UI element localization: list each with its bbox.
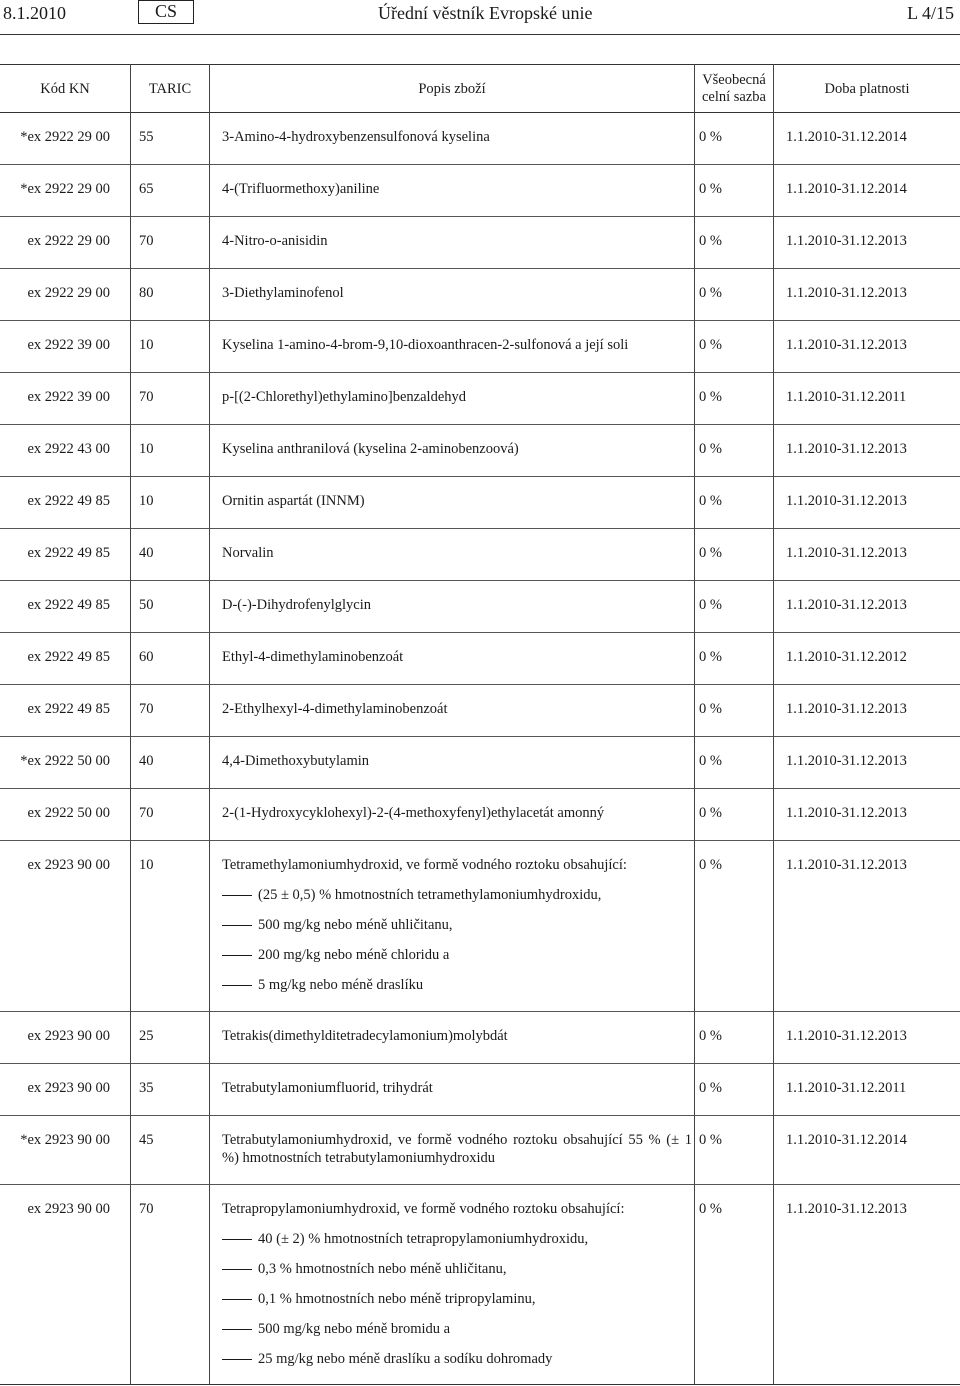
row-description: Norvalin xyxy=(222,545,274,561)
header-rule xyxy=(0,34,960,35)
column-divider xyxy=(694,64,695,1384)
dash-marker xyxy=(222,1299,252,1300)
dash-marker xyxy=(222,1359,252,1360)
row-separator xyxy=(0,1115,960,1116)
row-separator xyxy=(0,1184,960,1185)
column-divider xyxy=(773,64,774,1384)
row-separator xyxy=(0,164,960,165)
dash-item-text: 500 mg/kg nebo méně uhličitanu, xyxy=(258,917,453,933)
row-taric-code: 35 xyxy=(139,1080,154,1096)
row-separator xyxy=(0,1011,960,1012)
dash-item-text: 0,1 % hmotnostních nebo méně tripropylaminu, xyxy=(258,1291,536,1307)
row-duty-rate: 0 % xyxy=(699,441,722,457)
row-validity: 1.1.2010-31.12.2014 xyxy=(786,1132,907,1148)
header-bottom-rule xyxy=(0,112,960,113)
dash-marker xyxy=(222,1239,252,1240)
dash-list-item xyxy=(222,976,423,994)
row-taric-code: 65 xyxy=(139,181,154,197)
row-duty-rate: 0 % xyxy=(699,285,722,301)
row-duty-rate: 0 % xyxy=(699,1028,722,1044)
row-taric-code: 55 xyxy=(139,129,154,145)
row-taric-code: 70 xyxy=(139,233,154,249)
row-description: 3-Diethylaminofenol xyxy=(222,285,344,301)
row-validity: 1.1.2010-31.12.2014 xyxy=(786,181,907,197)
row-validity: 1.1.2010-31.12.2014 xyxy=(786,129,907,145)
row-duty-rate: 0 % xyxy=(699,1132,722,1148)
row-validity: 1.1.2010-31.12.2013 xyxy=(786,337,907,353)
row-separator xyxy=(0,580,960,581)
row-separator xyxy=(0,216,960,217)
dash-item-text: 25 mg/kg nebo méně draslíku a sodíku dohromady xyxy=(258,1351,553,1367)
table-bottom-rule xyxy=(0,1384,960,1385)
dash-marker xyxy=(222,895,252,896)
row-duty-rate: 0 % xyxy=(699,1080,722,1096)
row-duty-rate: 0 % xyxy=(699,545,722,561)
dash-item-text: (25 ± 0,5) % hmotnostních tetramethylamoniumhydroxidu, xyxy=(258,887,602,903)
row-validity: 1.1.2010-31.12.2013 xyxy=(786,805,907,821)
dash-item-text: 200 mg/kg nebo méně chloridu a xyxy=(258,947,450,963)
row-validity: 1.1.2010-31.12.2013 xyxy=(786,857,907,873)
row-duty-rate: 0 % xyxy=(699,701,722,717)
row-separator xyxy=(0,684,960,685)
row-validity: 1.1.2010-31.12.2011 xyxy=(786,389,907,405)
language-badge: CS xyxy=(138,0,194,24)
row-taric-code: 70 xyxy=(139,805,154,821)
dash-marker xyxy=(222,955,252,956)
dash-list-item xyxy=(222,1260,506,1278)
row-kn-code: ex 2923 90 00 xyxy=(27,1201,110,1217)
row-kn-code: ex 2922 29 00 xyxy=(27,233,110,249)
row-taric-code: 45 xyxy=(139,1132,154,1148)
row-kn-code: ex 2922 49 85 xyxy=(27,597,110,613)
row-description: D-(-)-Dihydrofenylglycin xyxy=(222,597,371,613)
column-header-validity: Doba platnosti xyxy=(824,80,910,97)
row-taric-code: 10 xyxy=(139,857,154,873)
row-kn-code: ex 2922 39 00 xyxy=(27,389,110,405)
row-description: 4-Nitro-o-anisidin xyxy=(222,233,328,249)
row-description: 2-Ethylhexyl-4-dimethylaminobenzoát xyxy=(222,701,448,717)
row-duty-rate: 0 % xyxy=(699,1201,722,1217)
row-separator xyxy=(0,320,960,321)
row-description: Tetrapropylamoniumhydroxid, ve formě vodného roztoku obsahující: xyxy=(222,1201,625,1217)
row-kn-code: ex 2922 39 00 xyxy=(27,337,110,353)
row-validity: 1.1.2010-31.12.2012 xyxy=(786,649,907,665)
row-taric-code: 70 xyxy=(139,1201,154,1217)
row-description: Kyselina 1-amino-4-brom-9,10-dioxoanthracen-2-sulfonová a její soli xyxy=(222,337,629,353)
row-separator xyxy=(0,424,960,425)
row-taric-code: 60 xyxy=(139,649,154,665)
dash-marker xyxy=(222,925,252,926)
row-separator xyxy=(0,736,960,737)
row-taric-code: 80 xyxy=(139,285,154,301)
row-duty-rate: 0 % xyxy=(699,129,722,145)
row-taric-code: 10 xyxy=(139,441,154,457)
page-number: L 4/15 xyxy=(907,3,954,23)
row-validity: 1.1.2010-31.12.2013 xyxy=(786,1201,907,1217)
row-description: Tetrakis(dimethylditetradecylamonium)molybdát xyxy=(222,1028,508,1044)
row-kn-code: ex 2922 29 00 xyxy=(27,285,110,301)
row-separator xyxy=(0,372,960,373)
row-validity: 1.1.2010-31.12.2013 xyxy=(786,1028,907,1044)
row-kn-code: ex 2922 49 85 xyxy=(27,545,110,561)
row-validity: 1.1.2010-31.12.2013 xyxy=(786,701,907,717)
row-separator xyxy=(0,632,960,633)
row-description: Ethyl-4-dimethylaminobenzoát xyxy=(222,649,404,665)
row-kn-code: ex 2923 90 00 xyxy=(27,857,110,873)
row-kn-code: *ex 2923 90 00 xyxy=(20,1132,110,1148)
row-description: Tetrabutylamoniumhydroxid, ve formě vodného roztoku obsahující 55 % (± 1 %) hmotnostních tetrabutylamoniumhydroxidu xyxy=(222,1132,692,1166)
column-divider xyxy=(209,64,210,1384)
table-top-rule xyxy=(0,64,960,65)
column-header-description: Popis zboží xyxy=(418,80,486,97)
row-separator xyxy=(0,268,960,269)
row-kn-code: ex 2923 90 00 xyxy=(27,1080,110,1096)
dash-list-item xyxy=(222,916,453,934)
row-duty-rate: 0 % xyxy=(699,805,722,821)
row-kn-code: *ex 2922 50 00 xyxy=(20,753,110,769)
row-duty-rate: 0 % xyxy=(699,493,722,509)
row-taric-code: 10 xyxy=(139,337,154,353)
dash-marker xyxy=(222,1329,252,1330)
row-separator xyxy=(0,1063,960,1064)
dash-list-item xyxy=(222,946,449,964)
row-duty-rate: 0 % xyxy=(699,753,722,769)
dash-list-item xyxy=(222,1350,552,1368)
row-description: p-[(2-Chlorethyl)ethylamino]benzaldehyd xyxy=(222,389,467,405)
row-description: 3-Amino-4-hydroxybenzensulfonová kyselina xyxy=(222,129,490,145)
row-kn-code: ex 2922 49 85 xyxy=(27,649,110,665)
journal-title: Úřední věstník Evropské unie xyxy=(378,3,593,23)
column-header-kn: Kód KN xyxy=(40,80,90,97)
row-duty-rate: 0 % xyxy=(699,233,722,249)
row-kn-code: ex 2922 49 85 xyxy=(27,493,110,509)
row-taric-code: 70 xyxy=(139,701,154,717)
dash-item-text: 500 mg/kg nebo méně bromidu a xyxy=(258,1321,451,1337)
column-header-duty: Všeobecná celní sazba xyxy=(701,72,766,105)
row-validity: 1.1.2010-31.12.2013 xyxy=(786,285,907,301)
row-kn-code: ex 2922 50 00 xyxy=(27,805,110,821)
row-taric-code: 50 xyxy=(139,597,154,613)
row-duty-rate: 0 % xyxy=(699,389,722,405)
row-validity: 1.1.2010-31.12.2013 xyxy=(786,545,907,561)
row-description: 2-(1-Hydroxycyklohexyl)-2-(4-methoxyfenyl)ethylacetát amonný xyxy=(222,805,605,821)
dash-list-item xyxy=(222,1320,450,1338)
row-taric-code: 40 xyxy=(139,753,154,769)
row-validity: 1.1.2010-31.12.2013 xyxy=(786,597,907,613)
row-validity: 1.1.2010-31.12.2013 xyxy=(786,753,907,769)
row-taric-code: 25 xyxy=(139,1028,154,1044)
dash-marker xyxy=(222,1269,252,1270)
dash-item-text: 5 mg/kg nebo méně draslíku xyxy=(258,977,424,993)
dash-item-text: 40 (± 2) % hmotnostních tetrapropylamoniumhydroxidu, xyxy=(258,1231,589,1247)
row-validity: 1.1.2010-31.12.2011 xyxy=(786,1080,907,1096)
dash-item-text: 0,3 % hmotnostních nebo méně uhličitanu, xyxy=(258,1261,507,1277)
row-validity: 1.1.2010-31.12.2013 xyxy=(786,493,907,509)
row-kn-code: ex 2922 49 85 xyxy=(27,701,110,717)
row-kn-code: ex 2923 90 00 xyxy=(27,1028,110,1044)
row-kn-code: ex 2922 43 00 xyxy=(27,441,110,457)
row-kn-code: *ex 2922 29 00 xyxy=(20,181,110,197)
page-header xyxy=(0,0,960,34)
row-separator xyxy=(0,476,960,477)
row-validity: 1.1.2010-31.12.2013 xyxy=(786,441,907,457)
row-taric-code: 40 xyxy=(139,545,154,561)
row-description: Kyselina anthranilová (kyselina 2-aminobenzoová) xyxy=(222,441,519,457)
row-separator xyxy=(0,528,960,529)
row-validity: 1.1.2010-31.12.2013 xyxy=(786,233,907,249)
row-duty-rate: 0 % xyxy=(699,857,722,873)
row-description: Ornitin aspartát (INNM) xyxy=(222,493,365,509)
row-description: 4-(Trifluormethoxy)aniline xyxy=(222,181,380,197)
row-duty-rate: 0 % xyxy=(699,597,722,613)
row-taric-code: 10 xyxy=(139,493,154,509)
row-description: Tetrabutylamoniumfluorid, trihydrát xyxy=(222,1080,433,1096)
column-header-taric: TARIC xyxy=(148,80,192,97)
row-separator xyxy=(0,788,960,789)
dash-list-item xyxy=(222,1290,535,1308)
row-duty-rate: 0 % xyxy=(699,337,722,353)
row-taric-code: 70 xyxy=(139,389,154,405)
dash-list-item xyxy=(222,1230,588,1248)
row-duty-rate: 0 % xyxy=(699,649,722,665)
dash-list-item xyxy=(222,886,601,904)
row-kn-code: *ex 2922 29 00 xyxy=(20,129,110,145)
publication-date: 8.1.2010 xyxy=(3,3,66,23)
dash-marker xyxy=(222,985,252,986)
row-description: 4,4-Dimethoxybutylamin xyxy=(222,753,369,769)
row-duty-rate: 0 % xyxy=(699,181,722,197)
column-divider xyxy=(130,64,131,1384)
row-description: Tetramethylamoniumhydroxid, ve formě vodného roztoku obsahující: xyxy=(222,857,627,873)
row-separator xyxy=(0,840,960,841)
